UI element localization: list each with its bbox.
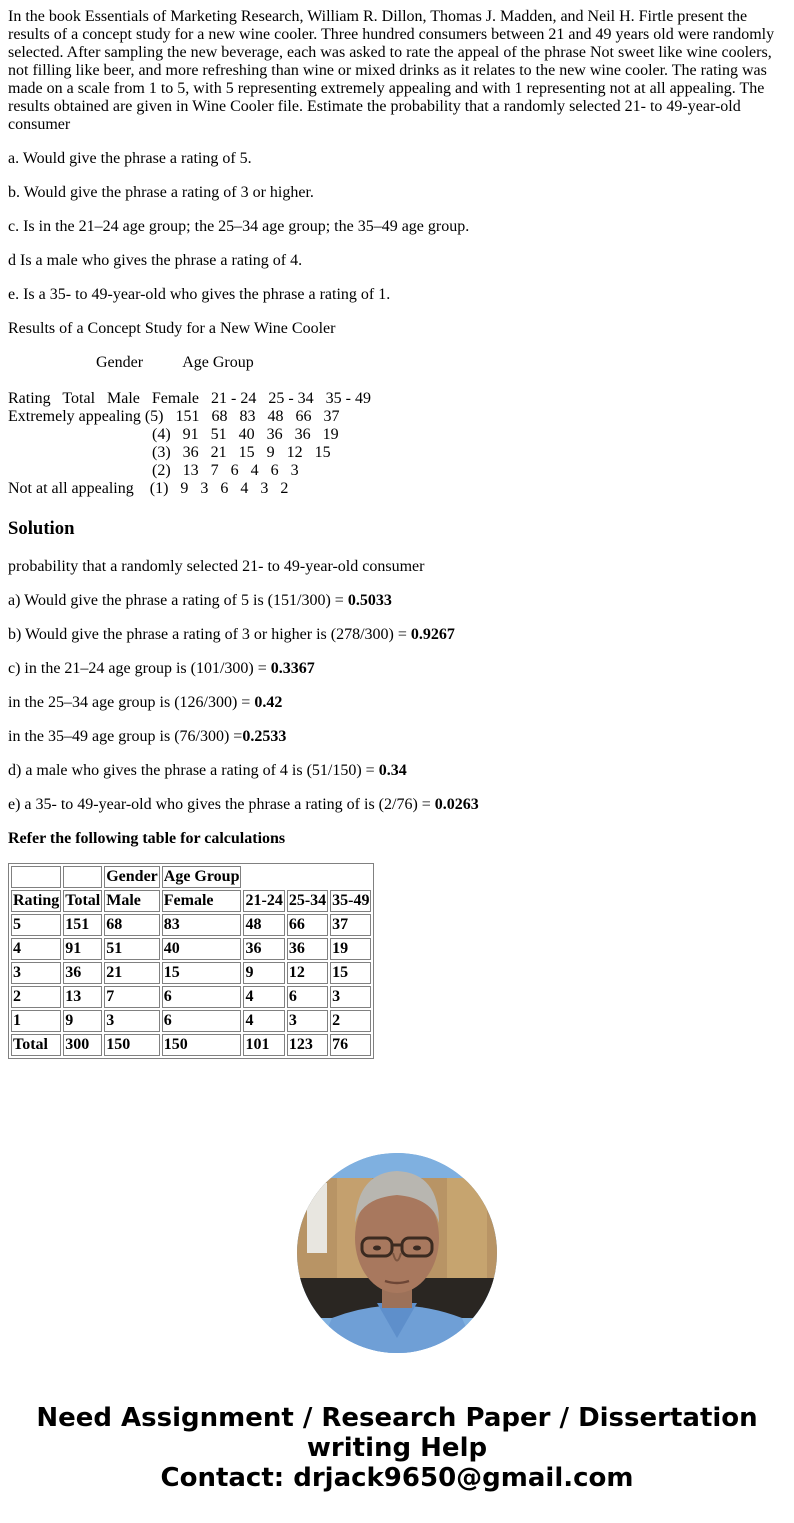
table-cell: 3: [104, 1010, 160, 1032]
table-cell: 6: [162, 986, 242, 1008]
question-intro: In the book Essentials of Marketing Research, William R. Dillon, Thomas J. Madden, and Neil H. Firtle present the results of a concept study for a new wine cooler. Three hundred consumers between 21 and 49 years old were randomly selected. After sampling the new beverage, each was asked to rate the appeal of the phrase Not sweet like wine coolers, not filling like beer, and more refreshing than wine or mixed drinks as it relates to the new wine cooler. The rating was made on a scale from 1 to 5, with 5 representing extremely appealing and with 1 representing not at all appealing. The results obtained are given in Wine Cooler file. Estimate the probability that a randomly selected 21- to 49-year-old consumer: [8, 8, 775, 133]
footer-contact: Contact: drjack9650@gmail.com: [160, 1463, 634, 1493]
table-total-row: [11, 1034, 371, 1056]
raw-line-rating-5: Extremely appealing (5) 151 68 83 48 66 37: [8, 408, 340, 425]
table-note: [8, 830, 786, 848]
table-row: [11, 938, 371, 960]
table-cell: 3: [287, 1010, 328, 1032]
table-cell: 68: [104, 914, 160, 936]
answer-a-value: 0.5033: [347, 592, 392, 609]
promo-footer: [0, 1403, 794, 1493]
group-header-cell: [63, 866, 102, 888]
answer-c1-value: 0.3367: [270, 660, 315, 677]
answer-a: [8, 592, 786, 610]
table-row: [11, 986, 371, 1008]
table-cell: 15: [162, 962, 242, 984]
group-header-gender: Gender: [104, 866, 160, 888]
raw-line-rating-2: (2) 13 7 6 4 6 3: [8, 462, 299, 479]
table-cell: 9: [243, 962, 284, 984]
raw-results-table: [8, 354, 786, 498]
col-header-total: Total: [63, 890, 102, 912]
author-portrait-icon: [297, 1153, 497, 1353]
solution-lead: probability that a randomly selected 21- to 49-year-old consumer: [8, 558, 425, 575]
answer-a-text: a) Would give the phrase a rating of 5 is (151/300) =: [8, 592, 348, 609]
table-cell: 2: [11, 986, 61, 1008]
table-cell: 1: [11, 1010, 61, 1032]
answer-c3-text: in the 35–49 age group is (76/300) =: [8, 728, 243, 745]
table-row: [11, 914, 371, 936]
answer-d-text: d) a male who gives the phrase a rating of 4 is (51/150) =: [8, 762, 379, 779]
raw-line-rating-1: Not at all appealing (1) 9 3 6 4 3 2: [8, 480, 289, 497]
table-cell: Total: [11, 1034, 61, 1056]
table-cell: 21: [104, 962, 160, 984]
table-cell: 76: [330, 1034, 371, 1056]
question-part-e: e. Is a 35- to 49-year-old who gives the phrase a rating of 1.: [8, 286, 391, 303]
table-cell: 51: [104, 938, 160, 960]
answer-d: [8, 762, 786, 780]
table-cell: 66: [287, 914, 328, 936]
table-cell: 4: [243, 986, 284, 1008]
footer-line-2: writing Help: [306, 1433, 488, 1463]
raw-line-columns: Rating Total Male Female 21 - 24 25 - 34 35 - 49: [8, 390, 371, 407]
table-cell: 4: [243, 1010, 284, 1032]
table-cell: 12: [287, 962, 328, 984]
table-cell: 6: [162, 1010, 242, 1032]
table-cell: 36: [243, 938, 284, 960]
table-cell: 83: [162, 914, 242, 936]
col-header-female: Female: [162, 890, 242, 912]
answer-c1: [8, 660, 786, 678]
answer-b-value: 0.9267: [410, 626, 455, 643]
table-cell: 101: [243, 1034, 284, 1056]
table-cell: 7: [104, 986, 160, 1008]
question-part-b: b. Would give the phrase a rating of 3 or higher.: [8, 184, 314, 201]
solution-heading: Solution: [8, 518, 75, 539]
question-part-a: a. Would give the phrase a rating of 5.: [8, 150, 252, 167]
table-cell: 9: [63, 1010, 102, 1032]
raw-line-group-header: Gender Age Group: [8, 354, 254, 371]
table-cell: 300: [63, 1034, 102, 1056]
question-part-d: d Is a male who gives the phrase a rating of 4.: [8, 252, 303, 269]
answer-e: [8, 796, 786, 814]
table-row: [11, 962, 371, 984]
table-note-text: Refer the following table for calculations: [8, 830, 286, 847]
table-cell: 151: [63, 914, 102, 936]
raw-line-rating-4: (4) 91 51 40 36 36 19: [8, 426, 339, 443]
col-header-male: Male: [104, 890, 160, 912]
table-cell: 150: [104, 1034, 160, 1056]
table-cell: 37: [330, 914, 371, 936]
calculation-table: [8, 863, 374, 1059]
col-header-rating: Rating: [11, 890, 61, 912]
raw-line-rating-3: (3) 36 21 15 9 12 15: [8, 444, 331, 461]
answer-e-value: 0.0263: [434, 796, 479, 813]
table-cell: 4: [11, 938, 61, 960]
table-cell: 6: [287, 986, 328, 1008]
answer-b-text: b) Would give the phrase a rating of 3 or higher is (278/300) =: [8, 626, 411, 643]
group-header-age-group: Age Group: [162, 866, 242, 888]
group-header-cell: [11, 866, 61, 888]
table-header-row: [11, 890, 371, 912]
table-cell: 3: [330, 986, 371, 1008]
answer-c1-text: c) in the 21–24 age group is (101/300) =: [8, 660, 271, 677]
col-header-25-34: 25-34: [287, 890, 328, 912]
author-avatar: [297, 1153, 497, 1353]
table-cell: 15: [330, 962, 371, 984]
table-group-header-row: [11, 866, 371, 888]
table-cell: 150: [162, 1034, 242, 1056]
table-cell: 40: [162, 938, 242, 960]
table-cell: 48: [243, 914, 284, 936]
question-part-c: c. Is in the 21–24 age group; the 25–34 age group; the 35–49 age group.: [8, 218, 470, 235]
table-cell: 2: [330, 1010, 371, 1032]
table-cell: 36: [63, 962, 102, 984]
col-header-35-49: 35-49: [330, 890, 371, 912]
answer-c3: [8, 728, 786, 746]
table-cell: 36: [287, 938, 328, 960]
answer-c2-value: 0.42: [254, 694, 283, 711]
raw-line-blank: [8, 372, 786, 390]
table-title: Results of a Concept Study for a New Wine Cooler: [8, 320, 336, 337]
col-header-21-24: 21-24: [243, 890, 284, 912]
table-cell: 3: [11, 962, 61, 984]
answer-c2-text: in the 25–34 age group is (126/300) =: [8, 694, 255, 711]
answer-e-text: e) a 35- to 49-year-old who gives the phrase a rating of is (2/76) =: [8, 796, 435, 813]
table-cell: 123: [287, 1034, 328, 1056]
table-cell: 19: [330, 938, 371, 960]
answer-b: [8, 626, 786, 644]
table-row: [11, 1010, 371, 1032]
footer-line-1: Need Assignment / Research Paper / Dissertation: [36, 1403, 758, 1433]
table-cell: 13: [63, 986, 102, 1008]
table-cell: 91: [63, 938, 102, 960]
table-cell: 5: [11, 914, 61, 936]
answer-d-value: 0.34: [378, 762, 407, 779]
answer-c2: [8, 694, 786, 712]
answer-c3-value: 0.2533: [242, 728, 287, 745]
